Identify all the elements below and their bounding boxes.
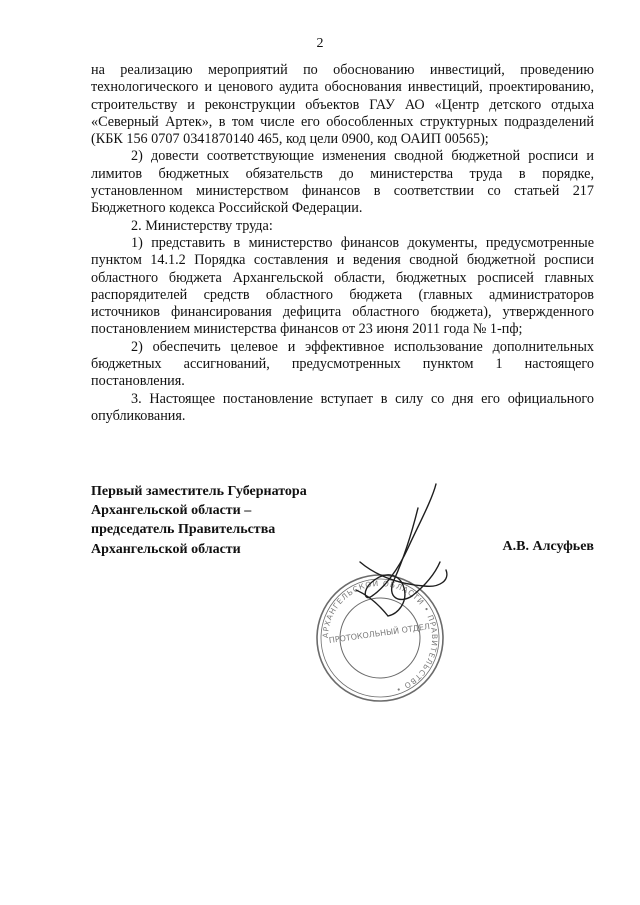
paragraph-section-3: 3. Настоящее постановление вступает в силу со дня его официального опубликования. [91,390,594,424]
paragraph-section-2-item-1: 1) представить в министерство финансов документы, предусмотренные пунктом 14.1.2 Порядка составления и ведения сводной бюджетной росписи областного бюджета Архангельской области, бюджетных росписей главных распорядителей средств областного бюджета (главных администраторов источников финансирования дефицита областного бюджета), утвержденного постановлением министерства финансов от 23 июня 2011 года № 1-пф; [91,234,594,338]
signer-position [91,482,307,559]
paragraph-continuation: на реализацию мероприятий по обоснованию инвестиций, проведению технологического и ценового аудита обоснования инвестиций, проектированию, строительству и реконструкции объектов ГАУ АО «Центр детского отдыха «Северный Артек», в том числе его обособленных структурных подразделений (КБК 156 0707 0341870140 465, код цели 0900, код ОАИП 00565); [91,62,594,148]
signer-name: А.В. Алсуфьев [502,539,594,554]
seal-ring-text: АРХАНГЕЛЬСКОЙ ОБЛАСТИ • ПРАВИТЕЛЬСТВО • [320,578,440,695]
body-text [91,62,594,425]
paragraph-section-2: 2. Министерству труда: [131,217,273,234]
signer-position-line: председатель Правительства [91,522,276,538]
signature-and-seal [300,478,460,708]
paragraph-item-2: 2) довести соответствующие изменения сводной бюджетной росписи и лимитов бюджетных обязательств до министерства труда в порядке, установленном министерством финансов в соответствии со статьей 217 Бюджетного кодекса Российской Федерации. [91,148,594,217]
paragraph-section-2-item-2: 2) обеспечить целевое и эффективное использование дополнительных бюджетных ассигнований, предусмотренных пунктом 1 настоящего постановления. [91,338,594,390]
page-number: 2 [316,36,324,51]
seal-center-text: ПРОТОКОЛЬНЫЙ ОТДЕЛ [328,621,431,646]
signer-position-line: Первый заместитель Губернатора [91,484,307,499]
signer-position-line: Архангельской области [91,541,241,557]
handwritten-signature [356,484,447,616]
signer-position-line: Архангельской области – [91,503,252,519]
seal-stamp [317,575,443,701]
